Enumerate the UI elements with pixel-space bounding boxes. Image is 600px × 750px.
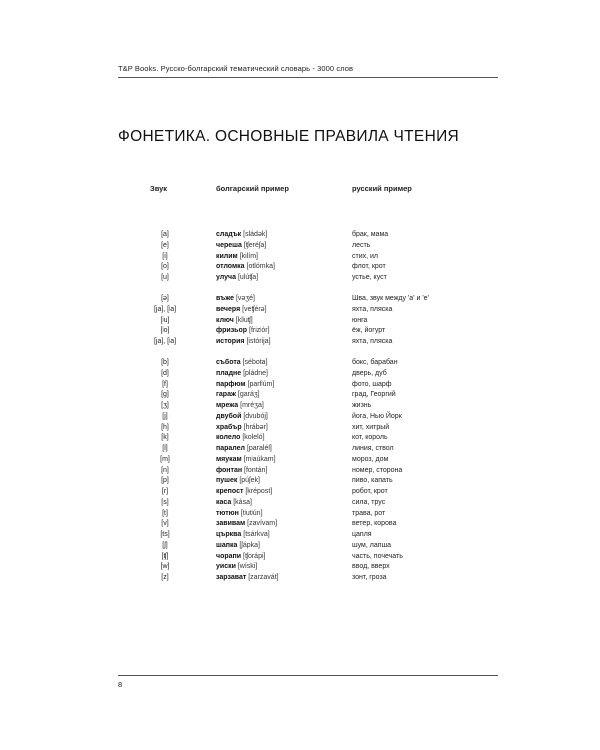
table-row	[0, 518, 600, 529]
transcription: [tsárkva]	[243, 531, 270, 538]
table-row	[0, 251, 600, 262]
bulgarian-word: църква	[216, 531, 242, 538]
bulgarian-word: тютюн	[216, 509, 239, 517]
bulgarian-example-cell	[216, 251, 258, 262]
transcription: [vəʒé]	[235, 295, 255, 302]
sound-cell: [j]	[162, 412, 168, 420]
russian-example-cell: йога, Нью Йорк	[352, 412, 402, 420]
sound-cell: [w]	[160, 563, 170, 571]
table-row	[0, 551, 600, 562]
bulgarian-example-cell	[216, 529, 270, 540]
sound-cell: [r]	[161, 488, 169, 495]
bulgarian-word: двубой	[216, 412, 242, 420]
bulgarian-example-cell	[216, 325, 270, 336]
table-row	[0, 379, 600, 390]
sound-cell: [h]	[161, 423, 169, 431]
table-row	[0, 572, 600, 583]
bulgarian-word: гараж	[216, 391, 236, 399]
russian-example-cell: лесть	[352, 241, 371, 249]
bulgarian-example-cell	[216, 443, 272, 454]
table-row	[0, 508, 600, 519]
sound-cell: [ʃ]	[162, 541, 168, 549]
bulgarian-example-cell	[216, 465, 267, 476]
table-row	[0, 486, 600, 497]
sound-cell: [ts]	[160, 531, 170, 538]
transcription: [hrábər]	[243, 423, 268, 431]
russian-example-cell: мороз, дом	[352, 455, 389, 463]
transcription: [zavívam]	[247, 520, 278, 528]
bulgarian-word: колело	[216, 434, 241, 442]
column-header-bulgarian: болгарский пример	[216, 184, 289, 193]
bulgarian-example-cell	[216, 486, 272, 497]
transcription: [dvubój]	[243, 412, 268, 420]
transcription: [ulúʧa]	[237, 274, 259, 281]
bulgarian-example-cell	[216, 540, 260, 551]
page-number: 8	[118, 680, 123, 689]
bulgarian-word: събота	[216, 359, 241, 366]
table-row	[0, 454, 600, 465]
bulgarian-word: пушек	[216, 477, 238, 485]
bulgarian-word: шапка	[216, 541, 238, 549]
transcription: [púʃek]	[239, 477, 260, 485]
table-row	[0, 357, 600, 368]
russian-example-cell: кот, король	[352, 434, 388, 442]
transcription: [pládne]	[243, 369, 269, 377]
sound-cell: [ʲu]	[160, 316, 170, 324]
transcription: [tʲutʲún]	[240, 509, 263, 517]
sound-cell: [u]	[161, 274, 169, 281]
bulgarian-word: череша	[216, 241, 242, 249]
transcription: [ʧorápi]	[243, 552, 266, 560]
transcription: [veʧérə]	[242, 305, 267, 313]
bulgarian-word: завивам	[216, 520, 246, 528]
sound-cell: [ʲo]	[160, 327, 170, 335]
russian-example-cell: устье, куст	[352, 274, 387, 281]
sound-cell: [ʒ]	[161, 402, 169, 409]
russian-example-cell: часть, почечать	[352, 552, 403, 560]
russian-example-cell: стих, ил	[352, 252, 379, 260]
russian-example-cell: трава, рот	[352, 509, 386, 517]
bulgarian-word: ключ	[216, 316, 234, 324]
bulgarian-word: паралел	[216, 445, 245, 452]
table-row	[0, 229, 600, 240]
sound-cell: [ja], [ʲa]	[153, 305, 177, 313]
sound-cell: [b]	[161, 359, 169, 366]
transcription: [frizʲór]	[249, 327, 270, 335]
bulgarian-example-cell	[216, 357, 268, 368]
table-row	[0, 475, 600, 486]
bulgarian-example-cell	[216, 368, 268, 379]
bulgarian-word: зарзават	[216, 574, 247, 581]
bulgarian-example-cell	[216, 379, 274, 390]
table-row	[0, 540, 600, 551]
bulgarian-example-cell	[216, 551, 265, 562]
sound-cell: [ə]	[161, 295, 169, 302]
transcription: [mréʒa]	[240, 402, 264, 409]
russian-example-cell: бокс, барабан	[352, 359, 398, 366]
bulgarian-example-cell	[216, 508, 263, 519]
sound-cell: [i]	[162, 252, 168, 260]
table-row	[0, 561, 600, 572]
transcription: [koleló]	[242, 434, 265, 442]
russian-example-cell: Шва, звук между 'а' и 'е'	[352, 295, 429, 302]
transcription: [sládək]	[243, 231, 268, 238]
russian-example-cell: ветер, корова	[352, 520, 397, 528]
bulgarian-word: храбър	[216, 423, 242, 431]
table-row	[0, 336, 600, 347]
table-row	[0, 261, 600, 272]
footer-rule	[118, 675, 498, 676]
table-row	[0, 411, 600, 422]
sound-cell: [s]	[161, 498, 169, 506]
table-row	[0, 529, 600, 540]
bulgarian-example-cell	[216, 518, 277, 529]
table-row	[0, 325, 600, 336]
bulgarian-example-cell	[216, 422, 268, 433]
bulgarian-example-cell	[216, 261, 275, 272]
table-row	[0, 272, 600, 283]
transcription: [ʧeréʃa]	[243, 241, 267, 249]
sound-cell: [d]	[161, 369, 169, 377]
bulgarian-word: уиски	[216, 563, 236, 571]
russian-example-cell: ёж, йогурт	[352, 327, 386, 335]
bulgarian-word: пладне	[216, 369, 242, 377]
bulgarian-example-cell	[216, 336, 271, 347]
bulgarian-word: сладък	[216, 231, 242, 238]
transcription: [kilím]	[239, 252, 258, 260]
bulgarian-example-cell	[216, 389, 260, 400]
russian-example-cell: жизнь	[352, 402, 372, 409]
bulgarian-word: парфюм	[216, 380, 246, 388]
sound-cell: [g]	[161, 391, 169, 399]
bulgarian-word: история	[216, 338, 245, 345]
bulgarian-example-cell	[216, 304, 267, 315]
bulgarian-word: чорапи	[216, 552, 242, 560]
russian-example-cell: ввод, вверх	[352, 563, 390, 571]
bulgarian-word: въже	[216, 295, 234, 302]
bulgarian-example-cell	[216, 400, 264, 411]
bulgarian-word: мяукам	[216, 455, 242, 463]
bulgarian-word: улуча	[216, 274, 237, 281]
transcription: [kása]	[233, 498, 252, 506]
column-header-sound: Звук	[150, 184, 168, 193]
bulgarian-example-cell	[216, 411, 268, 422]
table-row	[0, 465, 600, 476]
bulgarian-example-cell	[216, 229, 267, 240]
russian-example-cell: пиво, капать	[352, 477, 393, 485]
bulgarian-example-cell	[216, 240, 266, 251]
bulgarian-word: килим	[216, 252, 238, 260]
bulgarian-example-cell	[216, 572, 279, 583]
column-header-russian: русский пример	[352, 184, 412, 193]
sound-cell: [z]	[161, 574, 169, 581]
sound-cell: [e]	[161, 241, 169, 249]
russian-example-cell: град, Георгий	[352, 391, 396, 399]
table-row	[0, 422, 600, 433]
transcription: [parfʲúm]	[247, 380, 275, 388]
bulgarian-word: вечеря	[216, 305, 241, 313]
transcription: [wíski]	[237, 563, 258, 571]
russian-example-cell: робот, крот	[352, 488, 388, 495]
page-title: ФОНЕТИКА. ОСНОВНЫЕ ПРАВИЛА ЧТЕНИЯ	[118, 128, 460, 145]
russian-example-cell: хит, хитрый	[352, 423, 390, 431]
russian-example-cell: юнга	[352, 316, 368, 324]
sound-cell: [v]	[161, 520, 169, 528]
running-header: T&P Books. Русско-болгарский тематический словарь - 3000 слов	[118, 64, 354, 73]
transcription: [klʲuʧ]	[235, 316, 253, 324]
transcription: [garáʒ]	[237, 391, 260, 399]
sound-cell: [p]	[161, 477, 169, 485]
bulgarian-word: фонтан	[216, 466, 243, 474]
russian-example-cell: зонт, гроза	[352, 574, 387, 581]
table-row	[0, 240, 600, 251]
table-row	[0, 368, 600, 379]
russian-example-cell: линия, ствол	[352, 445, 394, 452]
russian-example-cell: фото, шарф	[352, 380, 392, 388]
table-row	[0, 389, 600, 400]
bulgarian-example-cell	[216, 561, 257, 572]
bulgarian-example-cell	[216, 475, 260, 486]
russian-example-cell: флот, крот	[352, 263, 386, 271]
bulgarian-word: каса	[216, 498, 232, 506]
sound-cell: [f]	[162, 380, 168, 388]
sound-cell: [l]	[162, 445, 168, 452]
bulgarian-word: фризьор	[216, 327, 248, 335]
sound-cell: [n]	[161, 466, 169, 474]
russian-example-cell: брак, мама	[352, 231, 389, 238]
bulgarian-word: крепост	[216, 488, 244, 495]
russian-example-cell: шум, лапша	[352, 541, 392, 549]
bulgarian-example-cell	[216, 293, 255, 304]
transcription: [ʃápka]	[239, 541, 260, 549]
table-row	[0, 400, 600, 411]
bulgarian-word: мрежа	[216, 402, 239, 409]
russian-example-cell: цапля	[352, 531, 372, 538]
transcription: [fontán]	[244, 466, 268, 474]
table-row	[0, 315, 600, 326]
transcription: [paralél]	[246, 445, 272, 452]
russian-example-cell: яхта, пляска	[352, 338, 393, 345]
russian-example-cell: дверь, дуб	[352, 369, 387, 377]
transcription: [otlómka]	[246, 263, 275, 271]
russian-example-cell: яхта, пляска	[352, 305, 393, 313]
sound-cell: [ja], [ʲa]	[153, 338, 177, 345]
transcription: [istórija]	[246, 338, 271, 345]
table-row	[0, 293, 600, 304]
transcription: [mʲaúkam]	[243, 455, 276, 463]
sound-cell: [ʧ]	[161, 552, 169, 560]
table-row	[0, 432, 600, 443]
sound-cell: [a]	[161, 231, 169, 238]
sound-cell: [k]	[161, 434, 169, 442]
sound-cell: [m]	[160, 455, 170, 463]
bulgarian-example-cell	[216, 272, 258, 283]
bulgarian-example-cell	[216, 315, 253, 326]
table-row	[0, 497, 600, 508]
sound-cell: [o]	[161, 263, 169, 271]
bulgarian-example-cell	[216, 497, 252, 508]
bulgarian-example-cell	[216, 432, 265, 443]
bulgarian-word: отломка	[216, 263, 245, 271]
sound-cell: [t]	[162, 509, 168, 517]
russian-example-cell: номер, сторона	[352, 466, 403, 474]
table-row	[0, 304, 600, 315]
table-row	[0, 443, 600, 454]
russian-example-cell: сила, трус	[352, 498, 386, 506]
bulgarian-example-cell	[216, 454, 276, 465]
transcription: [sébota]	[242, 359, 268, 366]
transcription: [zarzavát]	[248, 574, 279, 581]
transcription: [krépost]	[245, 488, 273, 495]
